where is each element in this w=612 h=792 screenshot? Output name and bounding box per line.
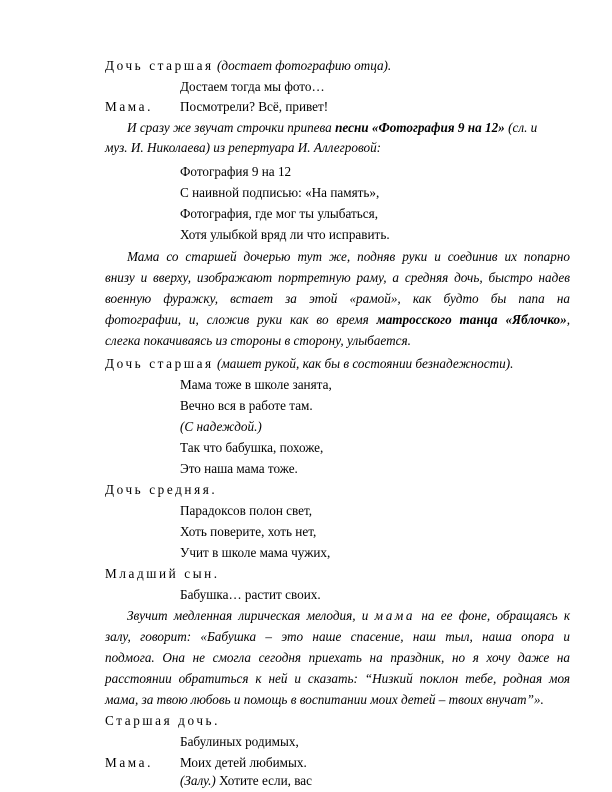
verse-line: Бабушка… растит своих. bbox=[180, 587, 321, 602]
verse-line: Бабулиных родимых, bbox=[180, 734, 299, 749]
paragraph-line: фотографии, и, сложив руки как во время матросского танца «Яблочко», bbox=[105, 312, 570, 327]
speaker-name: Дочь старшая bbox=[105, 356, 214, 371]
stage-direction: (Залу.) bbox=[180, 773, 216, 788]
song-line: Хотя улыбкой вряд ли что исправить. bbox=[180, 227, 390, 242]
verse-line: Это наша мама тоже. bbox=[180, 461, 298, 476]
speaker-name: Дочь средняя. bbox=[105, 482, 218, 497]
speaker-name: Младший сын. bbox=[105, 566, 220, 581]
paragraph-line: муз. И. Николаева) из репертуара И. Аллегровой: bbox=[105, 140, 382, 155]
paragraph-line: военную фуражку, встает за этой «рамой», как будто бы папа на bbox=[105, 291, 570, 306]
speaker-line bbox=[105, 59, 391, 72]
song-line: С наивной подписью: «На память», bbox=[180, 185, 380, 200]
verse-line: (Залу.) Хотите если, вас bbox=[180, 773, 312, 788]
paragraph-line: Звучит медленная лирическая мелодия, и мама на ее фоне, обращаясь к bbox=[127, 608, 571, 623]
paragraph-line: слегка покачиваясь из стороны в сторону, улыбается. bbox=[105, 333, 411, 348]
paragraph-line: И сразу же звучат строчки припева песни «Фотография 9 на 12» (сл. и bbox=[127, 120, 538, 135]
song-line: Фотография, где мог ты улыбаться, bbox=[180, 206, 378, 221]
speaker-line bbox=[105, 357, 513, 370]
paragraph-line: Мама со старшей дочерью тут же, подняв руки и соединив их попарно bbox=[127, 249, 570, 264]
verse-line: Учит в школе мама чужих, bbox=[180, 545, 331, 560]
paragraph-line: внизу и вверху, изображают портретную раму, а средняя дочь, быстро надев bbox=[105, 270, 570, 285]
verse-line: Парадоксов полон свет, bbox=[180, 503, 313, 518]
dialogue-line: Посмотрели? Всё, привет! bbox=[180, 99, 329, 114]
speaker-name: Мама. bbox=[105, 99, 153, 114]
verse-line: Хоть поверите, хоть нет, bbox=[180, 524, 317, 539]
song-line: Фотография 9 на 12 bbox=[180, 164, 292, 179]
stage-direction: (достает фотографию отца). bbox=[217, 58, 392, 73]
dialogue-line: Достаем тогда мы фото… bbox=[180, 79, 325, 94]
paragraph-line: залу, говорит: «Бабушка – это наше спасение, наш тыл, наша опора и bbox=[105, 629, 570, 644]
paragraph-line: подмога. Она не смогла сегодня приехать на праздник, но я хочу даже на bbox=[105, 650, 570, 665]
paragraph-line: мама, за твою любовь и помощь в воспитании моих детей – твоих внучат”». bbox=[105, 692, 544, 707]
stage-direction: (машет рукой, как бы в состоянии безнадежности). bbox=[217, 356, 514, 371]
verse-line: Мама тоже в школе занята, bbox=[180, 377, 332, 392]
paragraph-line: расстоянии обратиться к ней и сказать: “Низкий поклон тебе, родная моя bbox=[105, 671, 570, 686]
verse-line: Вечно вся в работе там. bbox=[180, 398, 313, 413]
verse-line: Моих детей любимых. bbox=[180, 755, 307, 770]
speaker-name: Старшая дочь. bbox=[105, 713, 221, 728]
stage-direction: (С надеждой.) bbox=[180, 419, 262, 434]
speaker-name: Мама. bbox=[105, 755, 153, 770]
verse-line: Так что бабушка, похоже, bbox=[180, 440, 324, 455]
speaker-name: Дочь старшая bbox=[105, 58, 214, 73]
